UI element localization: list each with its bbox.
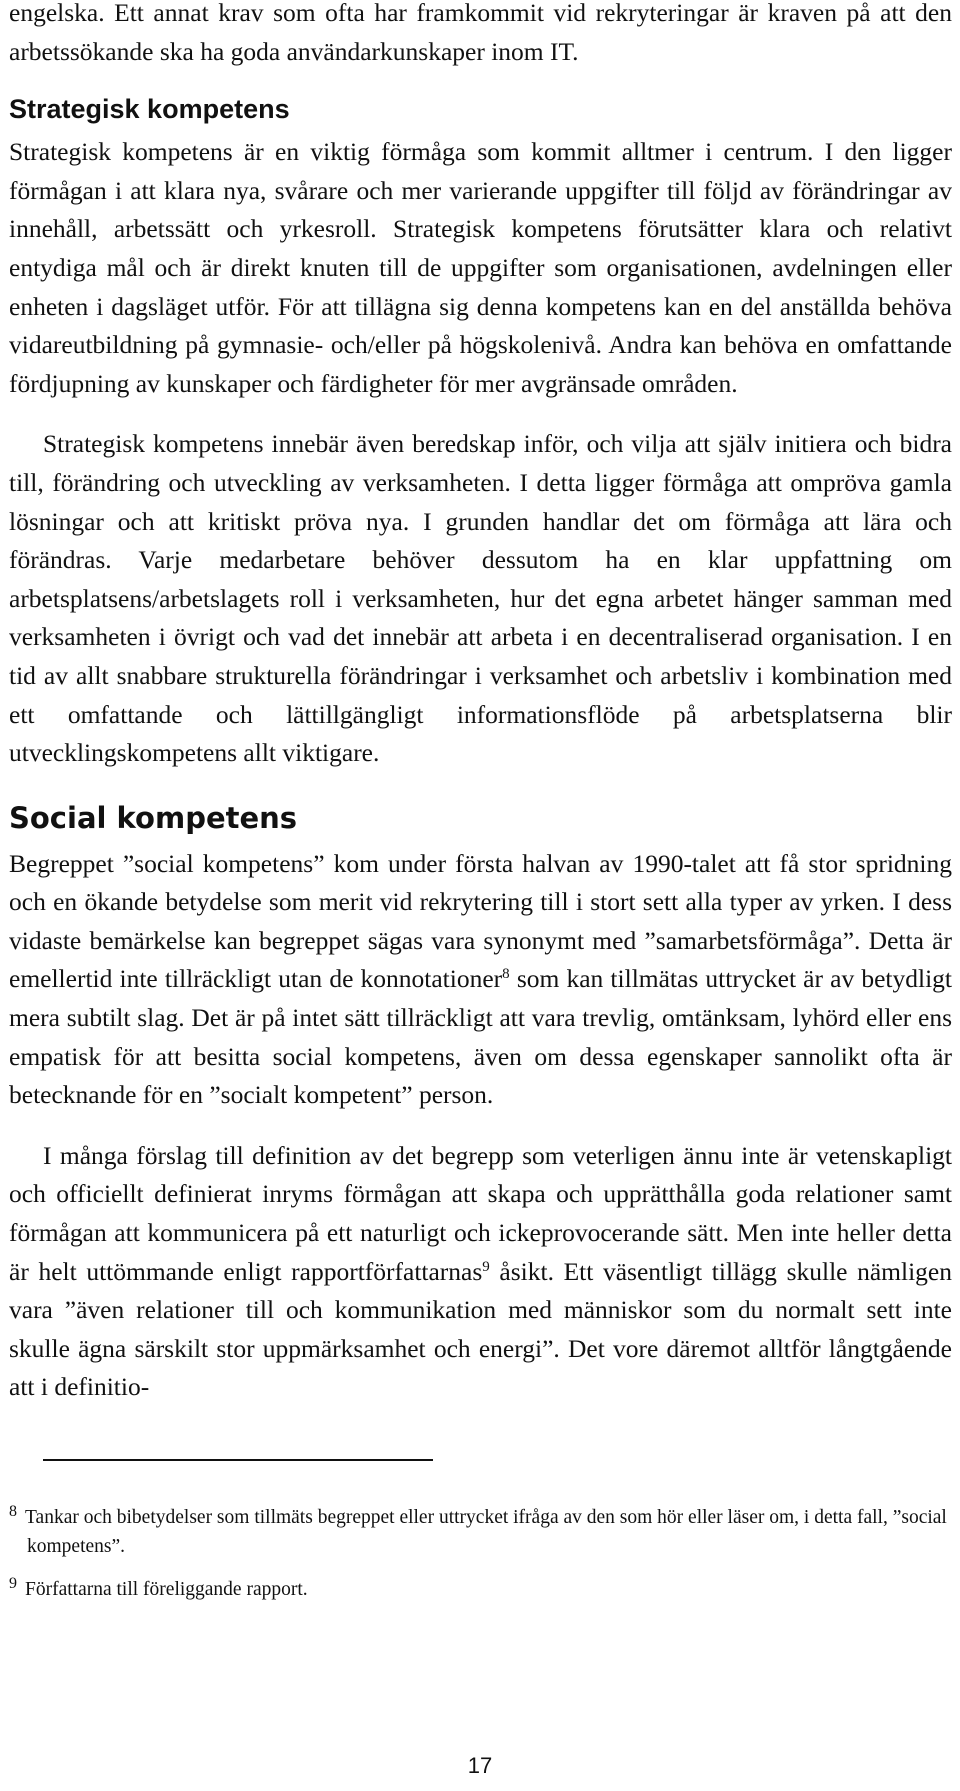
section-heading-strategic: Strategisk kompetens [9,94,290,125]
footnote-9 [9,1569,952,1604]
social-paragraph-2-text-b: åsikt. Ett väsentligt tillägg skulle nämligen vara ”även relationer till och kommunikation med människor som du normalt sett inte skulle ägna särskilt stor uppmärksamhet och energi”. Det vore däremot alltför långtgående att i definitio- [9,1256,953,1402]
social-paragraph-1-text-a: Begreppet ”social kompetens” kom under första halvan av 1990-talet att få stor spridning och en ökande betydelse som merit vid rekrytering till i stort sett alla typer av yrken. I dess vidaste bemärkelse kan begreppet sägas vara synonymt med ”samarbetsförmåga”. Detta är emellertid inte tillräckligt utan de konnotationer [9,848,952,994]
footnote-divider [43,1459,433,1461]
strategic-paragraph-1: Strategisk kompetens är en viktig förmåga som kommit alltmer i centrum. I den ligger förmågan i att klara nya, svårare och mer varierande uppgifter till följd av förändringar av innehåll, arbetssätt och yrkesroll. Strategisk kompetens förutsätter klara och relativt entydiga mål och är direkt knuten till de uppgifter som organisationen, avdelningen eller enheten i dagsläget utför. För att tillägna sig denna kompetens kan en del anställda behöva vidareutbildning på gymnasie- och/eller på högskolenivå. Andra kan behöva en omfattande fördjupning av kunskaper och färdigheter för mer avgränsade områden. [9,137,952,398]
strategic-paragraph-2: Strategisk kompetens innebär även beredskap inför, och vilja att själv initiera och bidra till, förändring och utveckling av verksamheten. I detta ligger förmåga att ompröva gamla lösningar och att kritiskt pröva nya. I grunden handlar det om förmåga att lära och förändras. Varje medarbetare behöver dessutom ha en klar uppfattning om arbetsplatsens/arbetslagets roll i verksamheten, hur det egna arbetet hänger samman med verksamheten i övrigt och vad det innebär att arbeta i en decentraliserad organisation. I en tid av allt snabbare strukturella förändringar i verksamhet och arbetsliv i kombination med ett omfattande och lättillgängligt informationsflöde på arbetsplatserna blir utvecklingskompetens allt viktigare. [9,429,952,768]
social-paragraph-1-text-b: som kan tillmätas uttrycket är av betydligt mera subtilt slag. Det är på intet sätt tillräckligt att vara trevlig, omtänksam, lyhörd eller ens empatisk för att besitta social kompetens, även om dessa egenskaper sannolikt ofta är betecknande för en ”socialt kompetent” person. [9,964,953,1110]
footnote-text-9: Författarna till föreliggande rapport. [25,1579,308,1600]
footnote-text-8: Tankar och bibetydelser som tillmäts begreppet eller uttrycket ifråga av den som hör eller läser om, i detta fall, ”social kompetens”. [25,1507,947,1557]
page-number: 17 [467,1753,493,1778]
social-paragraph-1 [9,845,952,1115]
footnotes [9,1497,952,1604]
social-paragraph-2-text-a: I många förslag till definition av det begrepp som veterligen ännu inte är vetenskapligt och officiellt definierat inryms förmågan att skapa och upprätthålla goda relationer samt förmågan att kommunicera på ett naturligt och ickeprovocerande sätt. Men inte heller detta är helt uttömmande enligt rapportförfattarnas [9,1140,952,1286]
section-heading-social: Social kompetens [9,800,298,835]
footnote-number-9: 9 [9,1575,17,1592]
footnote-8 [9,1497,952,1561]
footnote-ref-9[interactable]: 9 [482,1258,490,1275]
footnote-ref-8[interactable]: 8 [502,966,510,983]
intro-paragraph: engelska. Ett annat krav som ofta har framkommit vid rekryteringar är kraven på att den arbetssökande ska ha goda användarkunskaper inom IT. [9,0,952,66]
footnote-number-8: 8 [9,1503,17,1520]
social-paragraph-2 [9,1137,952,1407]
